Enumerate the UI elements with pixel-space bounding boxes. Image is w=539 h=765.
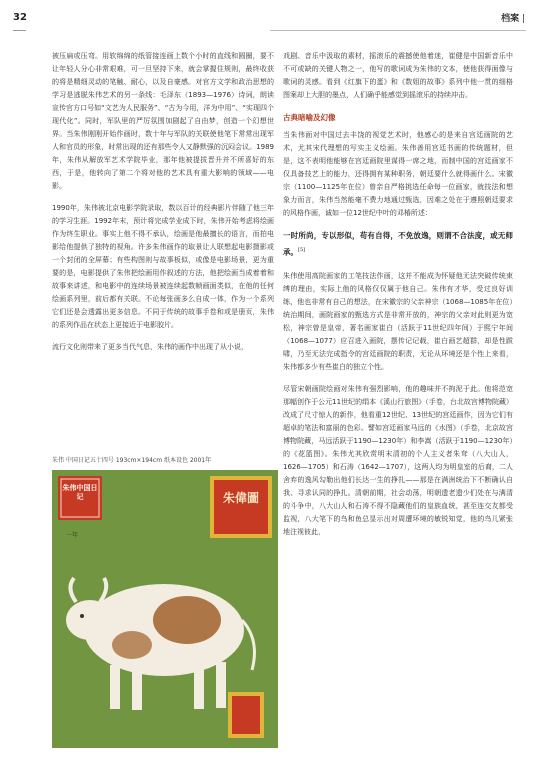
bull-eye: [80, 614, 84, 618]
footnote-ref: [5]: [298, 247, 306, 253]
paragraph: 1990年，朱伟被北京电影学院录取，数以百计的经典影片伴随了他三年的学习生涯。1992年末，预计将完成学业成下时，朱伟开始考虑将绘画作为终生职业。事实上他不得不承认，绘画是他最擅长的语言，而拍电影给他提供了独特的视角。许多朱伟画作的取景让人联想起电影摄影或一个封闭的全屏幕；有些构图则与故事板似，或像是电影场景，更为重要的是，电影提供了朱伟把绘画用作叙述的方法，他把绘画当成着着和故事来讲述，和电影中的连续场景被连续起数帧画面类似，在他的任何绘画系列里，前后都有关联。不论每张画多么自成一体，作为一个系列它们还是会透露出更多信息。不同于传统的故事手卷和或是册页，朱伟的系列作品在状态上更接近于电影胶片。: [52, 204, 274, 329]
bull-patch: [153, 596, 221, 644]
section-label: 档案: [501, 14, 520, 24]
figure-caption-wrap: [52, 455, 278, 468]
paragraph: 流行文化则带来了更多当代气息，朱伟的画作中出现了从小说，: [52, 343, 248, 351]
paragraph: 朱伟使用高院画家的工笔技法作画，这并不能成为怀疑他无法突破传统束缚的理由，实际上他的风格仅仅属于他自己。朱伟有才华，受过良好训练，他也非常有自己的想法，在宋徽宗的父亲神宗（1068—1085年在位）统治期间，画院画家的甄选方式是非常开放的，神宗的父亲对此则更为宽松，神宗曾是皇帝，著名画家崔白（活跃于11世纪四年间）于熙宁年间（1068—1077）应召进入画院，摆传记记载，崔白画艺超群，却是性跋啸，乃至无法完成指令的宫廷画院的职责，无论从环境还是个性上来看，朱伟都多少有些崔白的独立个性。: [283, 271, 513, 371]
left-column: [52, 50, 274, 363]
quote-text: 一时所尚，专以形似，苟有自得，不免放逸，则谓不合法度，或无师承。: [283, 231, 513, 257]
paragraph: 尽管宋朝画院绘画对朱伟有强烈影响，他的趣味并不拘泥于此。他将范宽那幅创作于公元11世纪的绢本《溪山行旅图》（手卷，台北故宫博物院藏）改成了尺寸惊人的新作，他看重12世纪、13世纪的宫廷画作，因为它们有超卓的笔法和富丽的色彩。譬如宫廷画家马远的《水图》（手卷，北京故宫博物院藏，马远活跃于1190—1230年）和李嵩（活跃于1190—1230年）的《花篮图》。朱伟尤其欣赏明末清初的个人主义者朱耷（八大山人，1626—1705）和石涛（1642—1707），这两人均为明皇室的后裔，二人舍弃的逸风勾勒出他们长达一生的挣扎——那是在满洲统治下不断确认自我、寻求认同的挣扎。清朝前期，社会动荡，明朝遗老遗少们处在与满清的斗争中，八大山人和石涛不得不隐藏他们的皇族血统，甚至连交友都受监视，八大笔下的鸟和鱼总显示出对周遭环境的敏锐知觉，他的鸟儿紧张地注视彼此，: [283, 384, 513, 536]
seal-bottom-inner: [232, 696, 260, 734]
paragraph: 戏剧、音乐中汲取的素材，摇滚乐的震撼使他着迷，崔健是中国新音乐中不可或缺的关键人物之一，他写的歌词成为朱伟的文本，使他获得面像与歌词的灵感。看到《红旗下的蛋》和《数姐的故事》系列中他一贯的细格图案却上大胆的墨点，人们确乎能感觉到摇滚乐的持续冲击。: [283, 52, 513, 99]
bull-patch: [112, 631, 152, 659]
bull-leg: [132, 668, 142, 710]
painting-inscription: 一年: [66, 532, 79, 539]
seal-right-text: 朱偉圖: [222, 491, 259, 505]
bull-painting: [52, 470, 278, 748]
right-column: [283, 50, 513, 548]
bull-leg: [216, 662, 226, 708]
section-heading: 古典暗喻及幻像: [283, 113, 336, 122]
seal-right-inner: [214, 480, 268, 534]
seal-left-text: 朱伟中国日记: [62, 484, 98, 501]
bull-leg: [194, 665, 204, 709]
bull-head: [66, 600, 114, 640]
section-tag: 档案 |: [501, 14, 525, 24]
header-rule-right: [270, 30, 526, 31]
paragraph: 被压扁或压弯。用软绵绵的纸管接连画上数个小时的直线和圆圈，要不让年轻人分心非常艰难，可一旦坚持下来，就会掌握住规则，最终收获的将是精细灵动的笔触、耐心，以及自豪感。对官方文学和政治思想的学习是逃脱朱伟艺术的另一条线：毛泽东（1893—1976）诗词，朗读宣传官方口号如“文艺为人民服务”、“古为今用，洋为中用”、“实现四个现代化”。同时，军队里的严厉氛围加剧起了自由梦，创造一个幻想世界。当朱伟刚刚开始作画时，数十年与军队的关联使他笔下常常出现军人和官员的形象，时常出现的还有那些令人又静默强的沉闷会议。1989年，朱伟从解放军艺术学院毕业，那年他被提拔晋升并不所喜好的东西，于是，他转向了第二个将对他的艺术具有重大影响的领域——电影。: [52, 52, 274, 190]
paragraph: 当朱伟面对中国过去丰饶的视觉艺术时，他感心的是来自宫廷画院的艺术，尤其宋代理想的写实主义绘画。朱伟善用宫廷书画的传统题材，但是，这不表明他能够在宫廷画院里谋得一席之地，而制中国的宫廷画家不仅具备技艺上的能力，还得拥有某种职务，朝廷要什么就得画什么。宋徽宗（1100—1125年在位）曾亲自严格挑选任命每一位画家，就技法和想象力而言，朱伟当然能毫不费力地通过甄选，因难之处在于遵照朝廷要求的风格作画，诚如一位12世纪中叶的邓椿所述：: [283, 131, 513, 217]
classical-quote: [283, 229, 513, 260]
bull-leg: [110, 665, 120, 709]
header-rule-left: [13, 30, 26, 31]
figure-caption: 朱伟 中国日记五十四号 193cm×194cm 纸本设色 2001年: [52, 457, 212, 464]
painting-figure: [52, 470, 278, 748]
page-number: 32: [13, 12, 27, 23]
